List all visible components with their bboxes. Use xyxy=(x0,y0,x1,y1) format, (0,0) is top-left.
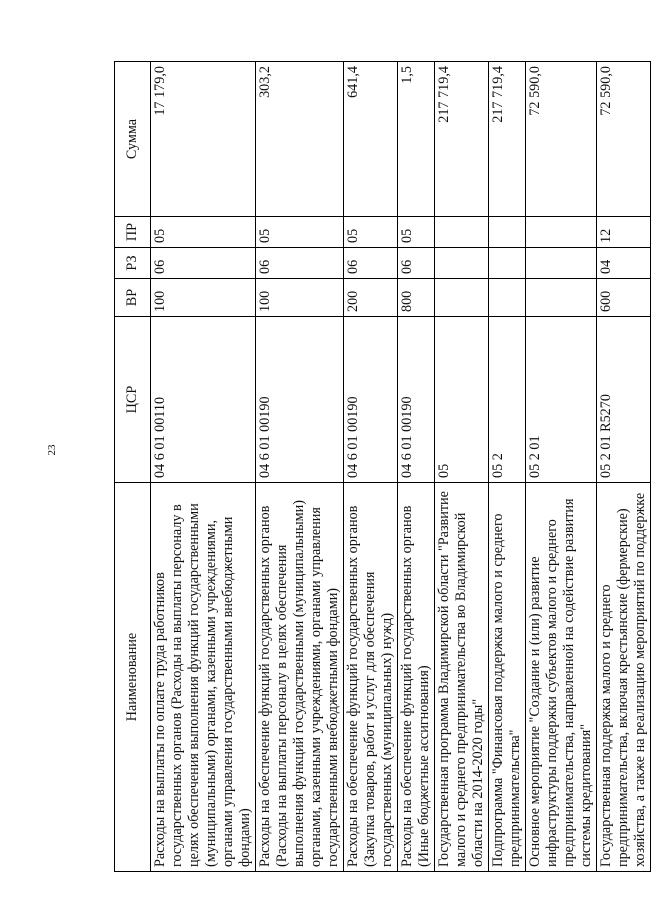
row-csr: 04 6 01 00190 xyxy=(344,317,398,483)
budget-table-container xyxy=(114,62,648,872)
row-rz xyxy=(435,248,489,279)
row-rz: 06 xyxy=(398,248,435,279)
row-vr xyxy=(489,279,526,317)
table-row xyxy=(398,62,435,872)
row-name: Расходы на выплаты по оплате труда работников государственных органов (Расходы на выплаты персоналу в целях обеспечения выполнения функций государственными (муниципальными) органами, казенными учреждениями, органами управления государственными внебюджетными фондами) xyxy=(151,483,256,872)
table-row xyxy=(256,62,344,872)
row-csr: 04 6 01 00110 xyxy=(151,317,256,483)
row-pr xyxy=(489,217,526,248)
row-name: Расходы на обеспечение функций государственных органов (Закупка товаров, работ и услуг для обеспечения государственных (муниципальных) нужд) xyxy=(344,483,398,872)
page-number: 23 xyxy=(46,444,58,456)
row-sum: 217 719,4 xyxy=(435,62,489,217)
table-header-row xyxy=(115,62,151,872)
row-csr: 04 6 01 00190 xyxy=(256,317,344,483)
row-vr: 200 xyxy=(344,279,398,317)
row-rz: 06 xyxy=(256,248,344,279)
row-csr: 04 6 01 00190 xyxy=(398,317,435,483)
header-rz: РЗ xyxy=(115,248,151,279)
row-sum: 72 590,0 xyxy=(597,62,651,217)
row-csr: 05 2 01 xyxy=(526,317,597,483)
row-name: Расходы на обеспечение функций государственных органов (Расходы на выплаты персоналу в целях обеспечения выполнения функций государственными (муниципальными) органами, казенными учреждениями, органами управления государственными внебюджетными фондами) xyxy=(256,483,344,872)
row-vr xyxy=(435,279,489,317)
table-row xyxy=(526,62,597,872)
row-vr: 100 xyxy=(151,279,256,317)
header-vr: ВР xyxy=(115,279,151,317)
row-pr xyxy=(435,217,489,248)
row-sum: 217 719,4 xyxy=(489,62,526,217)
row-pr xyxy=(526,217,597,248)
header-name: Наименование xyxy=(115,483,151,872)
table-row xyxy=(435,62,489,872)
row-sum: 72 590,0 xyxy=(526,62,597,217)
row-pr: 12 xyxy=(597,217,651,248)
row-pr: 05 xyxy=(398,217,435,248)
table-row xyxy=(151,62,256,872)
row-rz xyxy=(489,248,526,279)
header-csr: ЦСР xyxy=(115,317,151,483)
row-rz xyxy=(526,248,597,279)
row-name: Государственная поддержка малого и среднего предпринимательства, включая крестьянские (фермерские) хозяйства, а также на реализацию мероприятий по поддержке xyxy=(597,483,651,872)
header-pr: ПР xyxy=(115,217,151,248)
row-rz: 06 xyxy=(344,248,398,279)
budget-table xyxy=(114,61,651,872)
row-name: Основное мероприятие "Создание и (или) развитие инфраструктуры поддержки субъектов малого и среднего предпринимательства, направленной на содействие развития системы кредитования" xyxy=(526,483,597,872)
row-csr: 05 xyxy=(435,317,489,483)
row-sum: 303,2 xyxy=(256,62,344,217)
row-vr: 800 xyxy=(398,279,435,317)
row-sum: 1,5 xyxy=(398,62,435,217)
table-row xyxy=(344,62,398,872)
row-name: Расходы на обеспечение функций государственных органов (Иные бюджетные ассигнования) xyxy=(398,483,435,872)
row-rz: 04 xyxy=(597,248,651,279)
row-vr: 600 xyxy=(597,279,651,317)
row-pr: 05 xyxy=(151,217,256,248)
row-vr xyxy=(526,279,597,317)
row-csr: 05 2 xyxy=(489,317,526,483)
table-row xyxy=(489,62,526,872)
row-name: Подпрограмма "Финансовая поддержка малого и среднего предпринимательства" xyxy=(489,483,526,872)
row-pr: 05 xyxy=(344,217,398,248)
row-csr: 05 2 01 R5270 xyxy=(597,317,651,483)
row-sum: 641,4 xyxy=(344,62,398,217)
row-sum: 17 179,0 xyxy=(151,62,256,217)
header-sum: Сумма xyxy=(115,62,151,217)
row-vr: 100 xyxy=(256,279,344,317)
row-pr: 05 xyxy=(256,217,344,248)
row-rz: 06 xyxy=(151,248,256,279)
row-name: Государственная программа Владимирской области "Развитие малого и среднего предпринимательства во Владимирской области на 2014-2020 годы" xyxy=(435,483,489,872)
table-row xyxy=(597,62,651,872)
